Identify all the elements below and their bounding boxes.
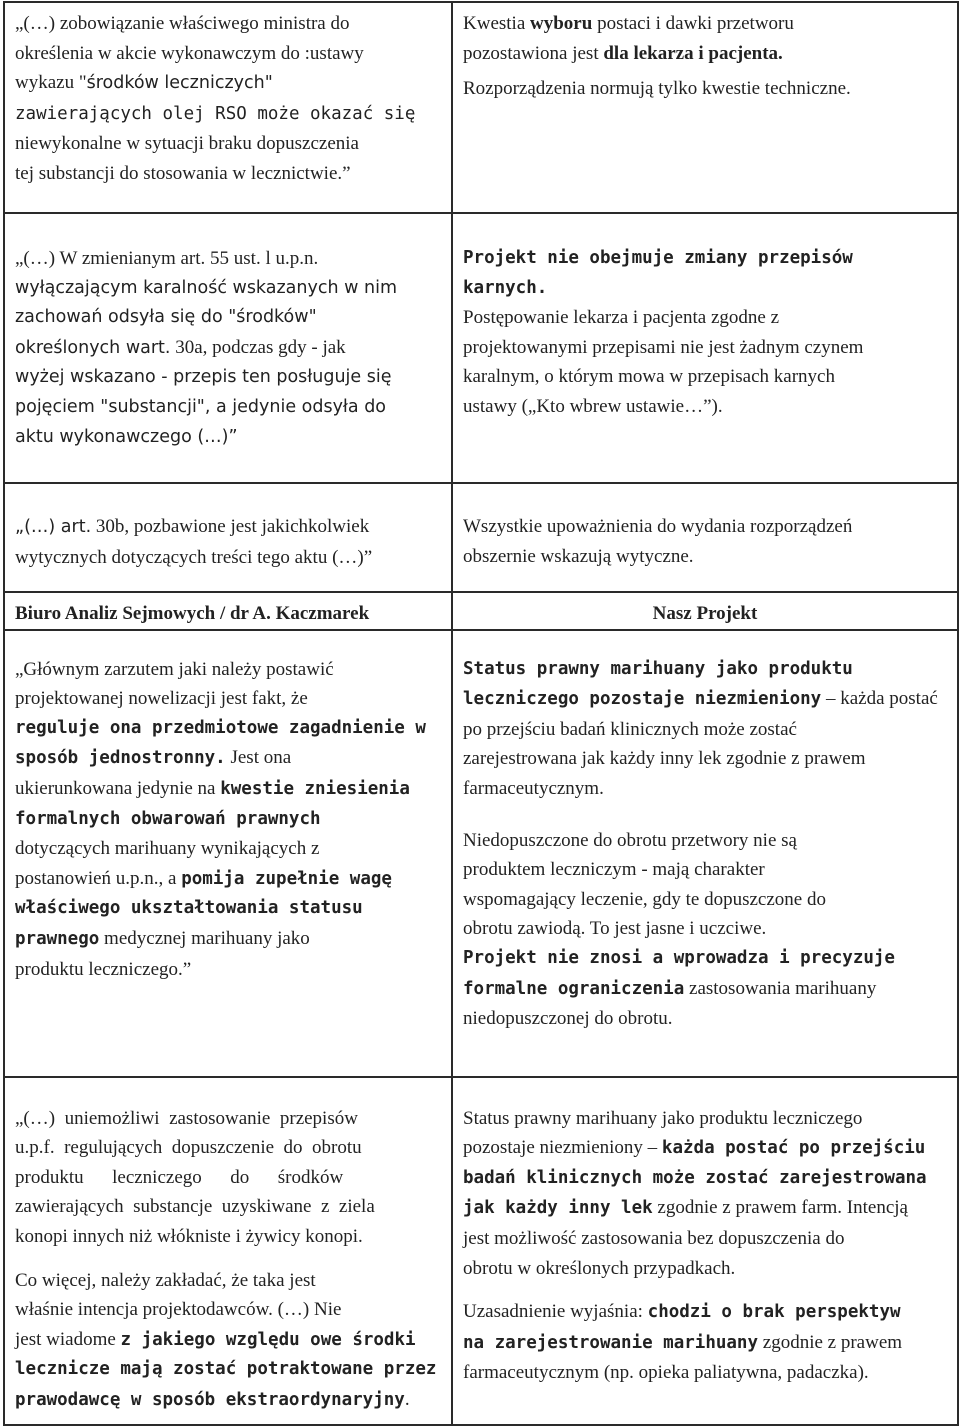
quote-line: aktu wykonawczego (…)” bbox=[15, 426, 238, 447]
quote-line: produktu leczniczego.” bbox=[15, 958, 192, 980]
table-row bbox=[4, 213, 958, 483]
quote-line: konopi innych niż włókniste i żywicy konopi. bbox=[15, 1225, 363, 1247]
response-line: na zarejestrowanie marihuany zgodnie z prawem bbox=[463, 1331, 903, 1353]
quote-line: wytycznych dotyczących treści tego aktu (…)” bbox=[15, 546, 373, 568]
header-left: Biuro Analiz Sejmowych / dr A. Kaczmarek bbox=[4, 592, 452, 630]
response-line: produktem leczniczym - mają charakter bbox=[463, 859, 765, 881]
table-header-row bbox=[4, 592, 958, 630]
quote-line: reguluje ona przedmiotowe zagadnienie w bbox=[15, 717, 426, 738]
quote-line: tej substancji do stosowania w lecznictwie.” bbox=[15, 162, 351, 184]
response-line: jak każdy inny lek zgodnie z prawem farm. Intencją bbox=[463, 1197, 908, 1219]
quote-line: formalnych obwarowań prawnych bbox=[15, 808, 321, 829]
quote-line: „(…) zobowiązanie właściwego ministra do bbox=[15, 13, 350, 34]
response-line: obrotu zawiodą. To jest jasne i uczciwe. bbox=[463, 918, 767, 940]
quote-cell bbox=[4, 1077, 452, 1425]
quote-line bbox=[15, 99, 441, 130]
quote-line: zawierających substancje uzyskiwane z ziela bbox=[15, 1196, 375, 1218]
response-line: ustawy („Kto wbrew ustawie…”). bbox=[463, 395, 723, 417]
quote-line: u.p.f. regulujących dopuszczenie do obrotu bbox=[15, 1137, 362, 1159]
table-row bbox=[4, 2, 958, 213]
response-cell bbox=[452, 630, 958, 1077]
quote-line: właściwego ukształtowania statusu bbox=[15, 898, 363, 919]
quote-line: jest wiadome z jakiego względu owe środki bbox=[15, 1328, 416, 1350]
quote-line: wyłączającym karalność wskazanych w nim bbox=[15, 277, 397, 298]
response-line: projektowanymi przepisami nie jest żadnym czynem bbox=[463, 336, 864, 358]
quote-line: lecznicze mają zostać potraktowane przez bbox=[15, 1359, 437, 1380]
response-line: obrotu w określonych przypadkach. bbox=[463, 1257, 736, 1279]
response-line: Kwestia wyboru postaci i dawki przetworu bbox=[463, 13, 794, 34]
response-line: formalne ograniczenia zastosowania marihuany bbox=[463, 977, 877, 999]
response-line: leczniczego pozostaje niezmieniony – każda postać bbox=[463, 688, 938, 710]
quote-line: określenia w akcie wykonawczym do :ustawy bbox=[15, 42, 364, 64]
table-row bbox=[4, 630, 958, 1077]
quote-line: projektowanej nowelizacji jest fakt, że bbox=[15, 688, 308, 710]
quote-line: „(…) W zmienianym art. 55 ust. l u.p.n. bbox=[15, 248, 319, 269]
quote-line: dotyczących marihuany wynikających z bbox=[15, 838, 320, 860]
quote-emphasis: środków leczniczych" bbox=[86, 73, 273, 94]
response-line: Wszystkie upoważnienia do wydania rozporządzeń bbox=[463, 516, 853, 537]
response-line: jest możliwość zastosowania bez dopuszczenia do bbox=[463, 1227, 845, 1249]
comparison-table bbox=[3, 1, 959, 1426]
quote-emphasis: zawierających olej RSO może okazać się bbox=[15, 103, 416, 124]
response-line: po przejściu badań klinicznych może zostać bbox=[463, 718, 797, 740]
table-row bbox=[4, 483, 958, 592]
quote-line: produktu leczniczego do środków bbox=[15, 1166, 344, 1188]
response-cell bbox=[452, 2, 958, 213]
quote-line: zachowań odsyła się do "środków" bbox=[15, 307, 317, 328]
quote-line: określonych wart. 30a, podczas gdy - jak bbox=[15, 336, 346, 358]
quote-line: prawodawcę w sposób ekstraordynaryjny. bbox=[15, 1388, 410, 1410]
quote-line: pojęciem "substancji", a jedynie odsyła do bbox=[15, 396, 387, 417]
response-line: pozostaje niezmieniony – każda postać po przejściu bbox=[463, 1137, 926, 1159]
response-line: zarejestrowana jak każdy inny lek zgodnie z prawem bbox=[463, 748, 866, 770]
quote-cell bbox=[4, 630, 452, 1077]
quote-line: „Głównym zarzutem jaki należy postawić bbox=[15, 658, 334, 680]
response-cell bbox=[452, 483, 958, 592]
response-line: wspomagający leczenie, gdy te dopuszczone do bbox=[463, 888, 826, 910]
quote-cell bbox=[4, 2, 452, 213]
response-cell bbox=[452, 213, 958, 483]
response-cell bbox=[452, 1077, 958, 1425]
response-line: karalnym, o którym mowa w przepisach karnych bbox=[463, 366, 835, 388]
quote-line: ukierunkowana jedynie na kwestie zniesienia bbox=[15, 777, 410, 799]
response-line: farmaceutycznym (np. opieka paliatywna, padaczka). bbox=[463, 1362, 869, 1384]
response-line: Projekt nie obejmuje zmiany przepisów karnych. bbox=[463, 248, 853, 298]
response-line: Status prawny marihuany jako produktu bbox=[463, 658, 853, 679]
quote-line: „(…) art. 30b, pozbawione jest jakichkolwiek bbox=[15, 516, 370, 537]
quote-cell bbox=[4, 483, 452, 592]
quote-line: „(…) uniemożliwi zastosowanie przepisów bbox=[15, 1107, 358, 1129]
response-line: Status prawny marihuany jako produktu leczniczego bbox=[463, 1107, 863, 1129]
header-right: Nasz Projekt bbox=[452, 592, 958, 630]
quote-line: Co więcej, należy zakładać, że taka jest bbox=[15, 1269, 316, 1291]
quote-line: wyżej wskazano - przepis ten posługuje się bbox=[15, 367, 392, 388]
response-line: Uzasadnienie wyjaśnia: chodzi o brak perspektyw bbox=[463, 1301, 901, 1323]
response-line: Niedopuszczone do obrotu przetwory nie są bbox=[463, 829, 797, 851]
quote-line: sposób jednostronny. Jest ona bbox=[15, 747, 292, 769]
table-row bbox=[4, 1077, 958, 1425]
response-line: Projekt nie znosi a wprowadza i precyzuje bbox=[463, 947, 895, 968]
response-line: Rozporządzenia normują tylko kwestie techniczne. bbox=[463, 78, 851, 100]
response-line: obszernie wskazują wytyczne. bbox=[463, 545, 694, 567]
quote-line: postanowień u.p.n., a pomija zupełnie wagę bbox=[15, 867, 392, 889]
response-line: Postępowanie lekarza i pacjenta zgodne z bbox=[463, 307, 779, 329]
response-line: pozostawiona jest dla lekarza i pacjenta. bbox=[463, 42, 783, 64]
quote-line: wykazu "środków leczniczych" bbox=[15, 72, 273, 94]
quote-line: niewykonalne w sytuacji braku dopuszczenia bbox=[15, 133, 359, 155]
quote-line: prawnego medycznej marihuany jako bbox=[15, 927, 310, 949]
response-line: badań klinicznych może zostać zarejestrowana bbox=[463, 1167, 927, 1188]
response-line: niedopuszczonej do obrotu. bbox=[463, 1008, 673, 1030]
quote-line: właśnie intencja projektodawców. (…) Nie bbox=[15, 1299, 342, 1321]
quote-cell bbox=[4, 213, 452, 483]
response-line: farmaceutycznym. bbox=[463, 777, 604, 799]
